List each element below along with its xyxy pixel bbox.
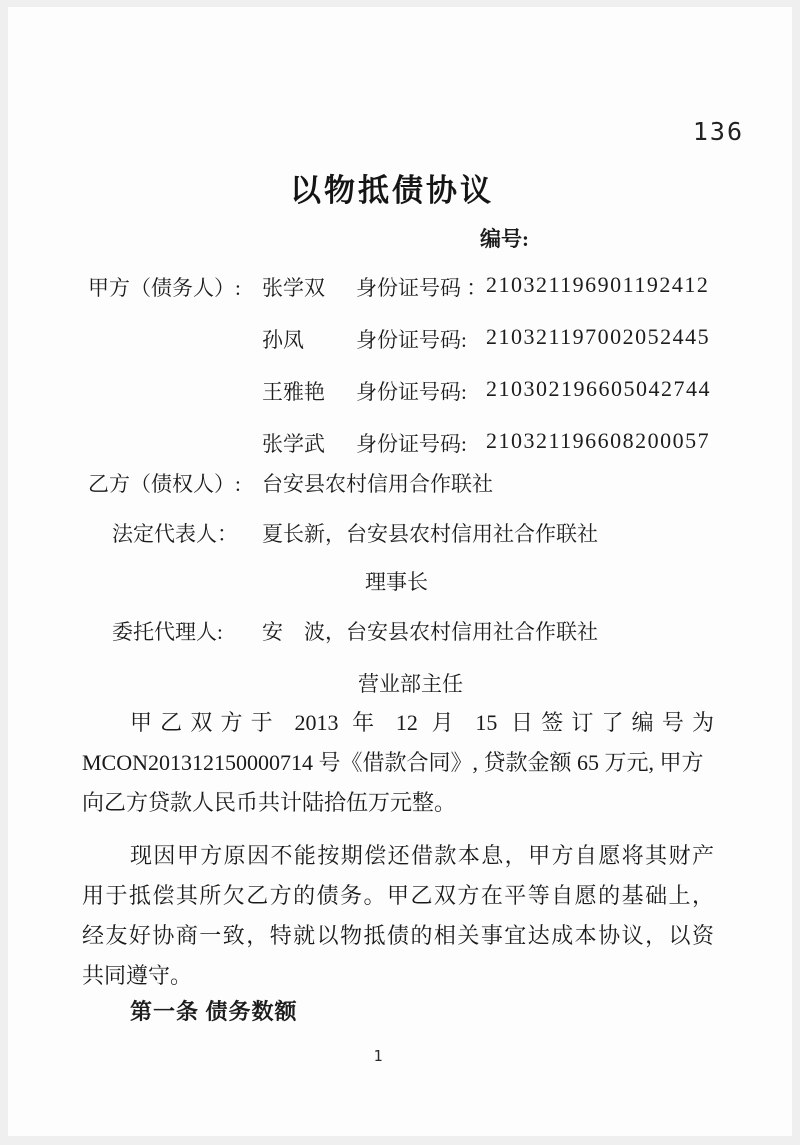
- corner-page-number: 136: [692, 117, 744, 146]
- id-number-value: 210321197002052445: [486, 324, 711, 349]
- entrusted-agent-title: 营业部主任: [358, 672, 463, 696]
- id-number-value: 210321196608200057: [486, 428, 711, 453]
- document-number-label: 编号:: [480, 227, 529, 251]
- party-a-member-name: 张学双: [262, 276, 325, 300]
- party-a-label: 甲方（债务人）:: [88, 276, 241, 300]
- id-number-label: 身份证号码:: [356, 328, 467, 352]
- entrusted-agent-value: 安 波，台安县农村信用社合作联社: [262, 620, 598, 644]
- party-a-member-name: 王雅艳: [262, 380, 325, 404]
- paragraph-line: 现因甲方原因不能按期偿还借款本息，甲方自愿将其财产: [130, 843, 714, 868]
- scanned-document-page: [8, 7, 792, 1136]
- id-number-label: 身份证号码 ：: [356, 276, 488, 300]
- party-b-value: 台安县农村信用合作联社: [262, 472, 493, 496]
- paragraph-loan-contract: [82, 710, 714, 830]
- legal-representative-label: 法定代表人：: [112, 522, 238, 546]
- id-number-label: 身份证号码:: [356, 432, 467, 456]
- paragraph-debt-settlement: [82, 843, 714, 1003]
- paragraph-line: 经友好协商一致，特就以物抵债的相关事宜达成本协议，以资: [82, 923, 714, 948]
- party-a-member-name: 张学武: [262, 432, 325, 456]
- legal-representative-value: 夏长新，台安县农村信用社合作联社: [262, 522, 598, 546]
- party-b-label: 乙方（债权人）:: [88, 472, 241, 496]
- paragraph-line: 用于抵偿其所欠乙方的债务。甲乙双方在平等自愿的基础上，: [82, 883, 714, 908]
- id-number-value: 210302196605042744: [486, 376, 711, 401]
- legal-representative-title: 理事长: [365, 570, 428, 594]
- paragraph-line: 共同遵守。: [82, 963, 193, 988]
- paragraph-line: MCON201312150000714 号《借款合同》, 贷款金额 65 万元, 甲方: [82, 750, 704, 775]
- id-number-value: 210321196901192412: [486, 272, 710, 297]
- entrusted-agent-label: 委托代理人:: [112, 620, 223, 644]
- document-title: 以物抵债协议: [290, 173, 494, 208]
- section-heading-article-1: 第一条 债务数额: [130, 999, 298, 1024]
- paragraph-line: 甲乙双方于 2013 年 12 月 15 日签订了编号为: [130, 710, 714, 735]
- id-number-label: 身份证号码:: [356, 380, 467, 404]
- footer-page-number: 1: [373, 1047, 383, 1065]
- party-a-member-name: 孙凤: [262, 328, 304, 352]
- paragraph-line: 向乙方贷款人民币共计陆拾伍万元整。: [82, 790, 457, 815]
